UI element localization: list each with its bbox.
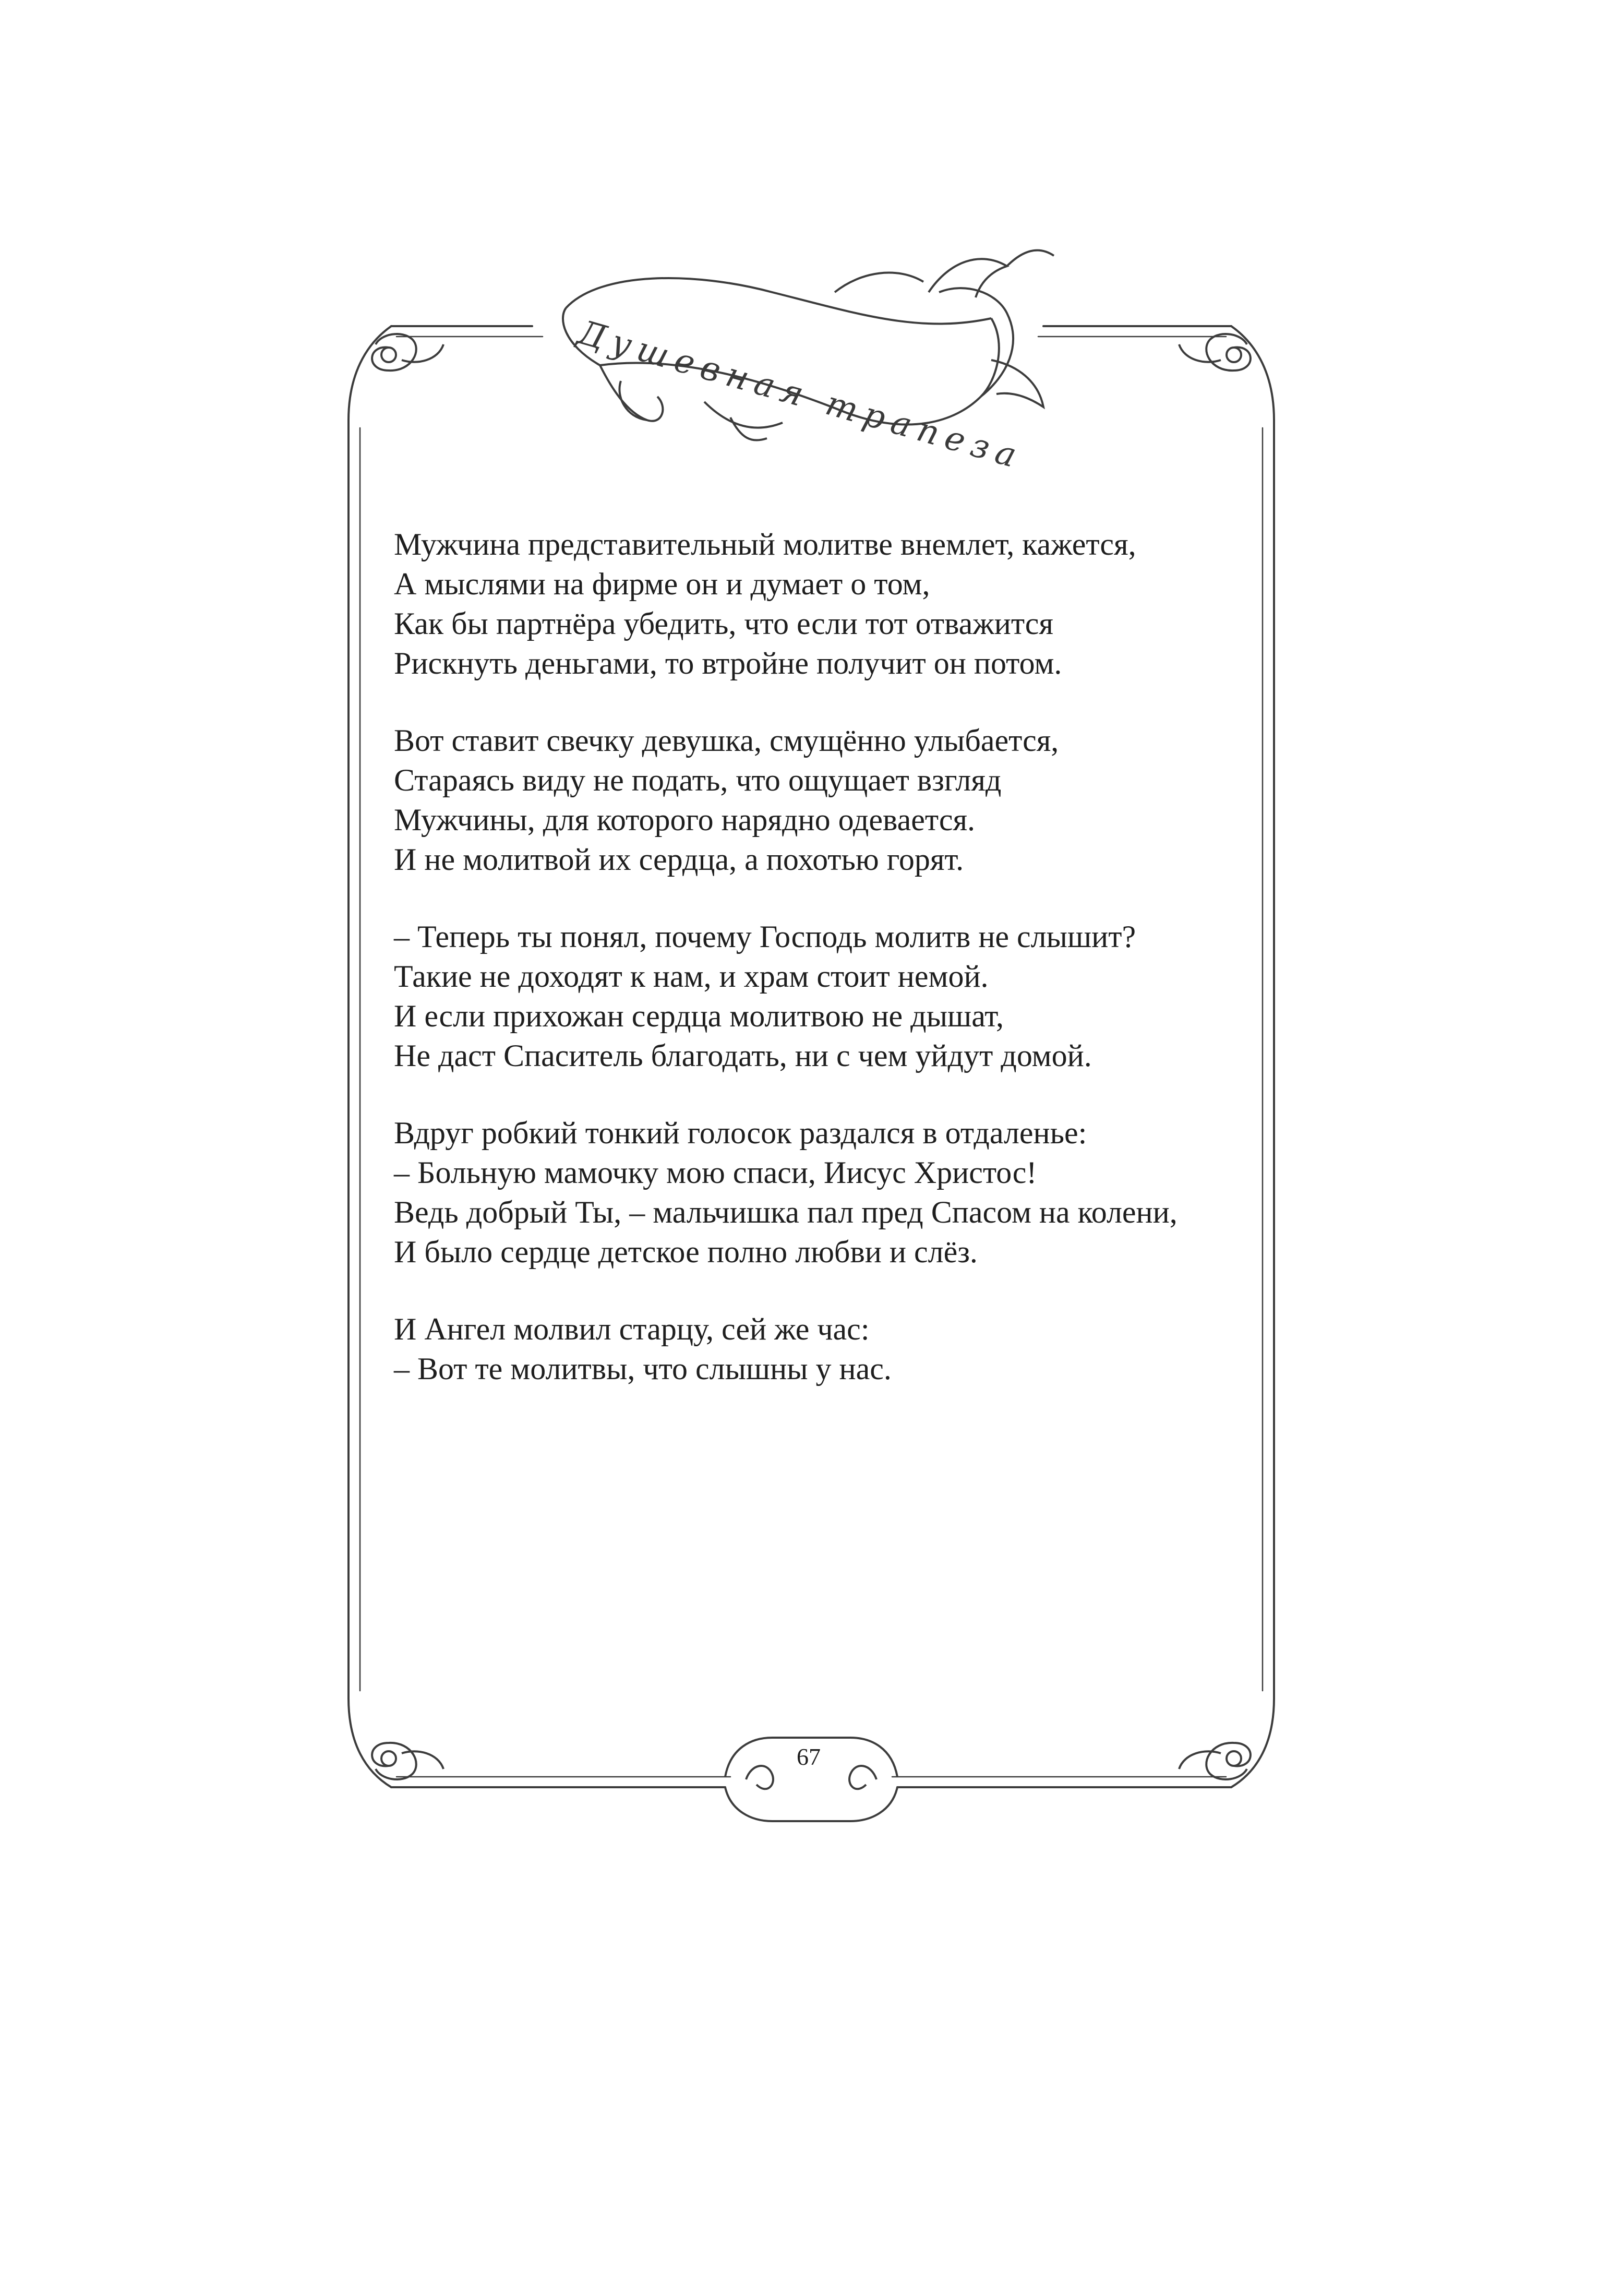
stanza bbox=[394, 721, 1255, 879]
poem-line: Как бы партнёра убедить, что если тот отважится bbox=[394, 606, 1054, 641]
corner-swirl-bottom-right-icon bbox=[1179, 1743, 1251, 1779]
poem-line: Мужчина представительный молитве внемлет, кажется, bbox=[394, 527, 1136, 561]
poem-line: И было сердце детское полно любви и слёз. bbox=[394, 1235, 978, 1269]
poem-line: Не даст Спаситель благодать, ни с чем уйдут домой. bbox=[394, 1038, 1092, 1073]
poem-line: Рискнуть деньгами, то втройне получит он потом. bbox=[394, 646, 1062, 680]
poem-line: – Теперь ты понял, почему Господь молитв не слышит? bbox=[394, 919, 1136, 954]
stanza bbox=[394, 1309, 1255, 1389]
poem-line: А мыслями на фирме он и думает о том, bbox=[394, 567, 930, 601]
poem-line: Мужчины, для которого нарядно одевается. bbox=[394, 803, 976, 837]
poem-line: Вот ставит свечку девушка, смущённо улыбается, bbox=[394, 723, 1059, 758]
header-running-title: Душевная трапеза bbox=[573, 313, 1028, 477]
poem-line: И не молитвой их сердца, а похотью горят. bbox=[394, 842, 964, 877]
stanza bbox=[394, 1113, 1255, 1272]
poem-body bbox=[394, 524, 1255, 1426]
corner-swirl-top-right-icon bbox=[1179, 334, 1251, 370]
stanza bbox=[394, 917, 1255, 1075]
poem-line: – Больную мамочку мою спаси, Иисус Христос! bbox=[394, 1155, 1037, 1190]
poem-line: И Ангел молвил старцу, сей же час: bbox=[394, 1312, 870, 1346]
page-number: 67 bbox=[797, 1743, 821, 1770]
poem-line: – Вот те молитвы, что слышны у нас. bbox=[394, 1352, 892, 1386]
poem-line: Такие не доходят к нам, и храм стоит немой. bbox=[394, 959, 989, 994]
corner-swirl-bottom-left-icon bbox=[372, 1743, 443, 1779]
poem-line: Стараясь виду не подать, что ощущает взгляд bbox=[394, 763, 1002, 797]
stanza bbox=[394, 524, 1255, 683]
poem-line: И если прихожан сердца молитвою не дышат, bbox=[394, 999, 1004, 1033]
poem-line: Вдруг робкий тонкий голосок раздался в отдаленье: bbox=[394, 1116, 1087, 1150]
poem-line: Ведь добрый Ты, – мальчишка пал пред Спасом на колени, bbox=[394, 1195, 1178, 1229]
corner-swirl-top-left-icon bbox=[372, 334, 443, 370]
